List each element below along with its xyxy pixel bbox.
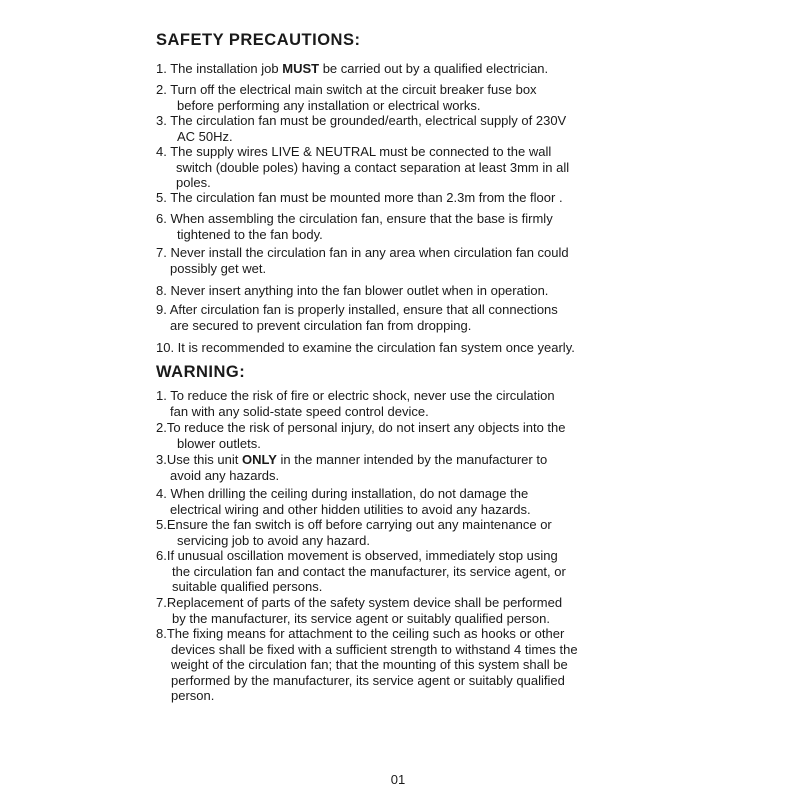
item-line [156,657,578,673]
item-text: 5.Ensure the fan switch is off before carrying out any maintenance or [156,517,552,532]
item-line [156,283,548,299]
safety-precaution-item [156,61,548,77]
item-text: 8. Never insert anything into the fan blower outlet when in operation. [156,283,549,298]
safety-precaution-item [156,283,548,299]
item-text: performed by the manufacturer, its service agent or suitably qualified [171,672,565,688]
item-text: 2.To reduce the risk of personal injury, do not insert any objects into the [156,420,566,435]
warning-item [156,388,555,419]
item-line [156,113,566,129]
item-text: 3.Use this unit [156,452,242,467]
safety-precaution-item [156,82,537,113]
item-text: poles. [176,175,211,190]
warning-heading: WARNING: [156,363,246,381]
item-line [156,548,566,564]
item-text: 6.If unusual oscillation movement is observed, immediately stop using [156,548,558,563]
item-text: servicing job to avoid any hazard. [177,532,370,548]
item-text: 5. The circulation fan must be mounted more than 2.3m from the floor . [156,190,563,205]
item-text: suitable qualified persons. [172,579,323,594]
item-line [156,302,558,318]
item-line [156,420,566,436]
item-text: 8.The fixing means for attachment to the ceiling such as hooks or other [156,626,565,641]
item-text: 3. The circulation fan must be grounded/earth, electrical supply of 230V [156,113,567,128]
safety-precaution-item [156,302,558,333]
item-text: devices shall be fixed with a sufficient strength to withstand 4 times the [171,641,578,657]
item-text: fan with any solid-state speed control device. [170,403,429,419]
item-text: person. [171,688,215,703]
item-line [156,688,578,704]
item-line [156,318,558,334]
warning-item [156,452,547,483]
safety-precaution-item [156,340,575,356]
item-text: possibly get wet. [170,260,267,276]
safety-precaution-item [156,113,566,144]
item-text: avoid any hazards. [170,467,280,483]
item-line [156,340,575,356]
item-line [156,227,553,243]
item-text: 7. Never install the circulation fan in any area when circulation fan could [156,245,569,260]
item-line [156,564,566,580]
item-text: tightened to the fan body. [177,226,323,242]
item-text: the circulation fan and contact the manufacturer, its service agent, or [172,563,566,579]
warning-item [156,548,566,595]
item-text: 10. It is recommended to examine the circulation fan system once yearly. [156,340,575,355]
warning-item [156,626,578,704]
item-text: weight of the circulation fan; that the mounting of this system shall be [171,657,568,672]
item-line [156,261,569,277]
item-text: in the manner intended by the manufacturer to [276,452,548,467]
page-number: 01 [390,772,406,787]
item-line [156,82,537,98]
safety-precaution-item [156,211,553,242]
emphasized-text: ONLY [242,452,277,467]
item-line [156,611,562,627]
item-line [156,98,537,114]
item-line [156,579,566,595]
item-text: by the manufacturer, its service agent or suitably qualified person. [172,610,550,626]
item-line [156,129,566,145]
item-line [156,502,531,518]
item-text: 9. After circulation fan is properly installed, ensure that all connections [156,302,558,317]
emphasized-text: MUST [282,61,320,76]
item-line [156,452,547,468]
item-text: 7.Replacement of parts of the safety system device shall be performed [156,595,563,610]
warning-item [156,486,531,517]
warning-item [156,517,552,548]
item-text: before performing any installation or electrical works. [177,97,481,113]
item-text: 4. The supply wires LIVE & NEUTRAL must be connected to the wall [156,144,552,159]
item-line [156,245,569,261]
item-text: 1. To reduce the risk of fire or electric shock, never use the circulation [156,388,555,403]
item-text: be carried out by a qualified electrician. [319,61,549,76]
item-text: switch (double poles) having a contact separation at least 3mm in all [176,159,570,175]
item-text: blower outlets. [177,435,261,451]
item-line [156,673,578,689]
item-text: electrical wiring and other hidden utilities to avoid any hazards. [170,501,531,517]
warning-item [156,595,562,626]
item-line [156,211,553,227]
item-line [156,61,548,77]
item-text: AC 50Hz. [177,128,233,144]
item-line [156,517,552,533]
item-line [156,388,555,404]
item-line [156,486,531,502]
item-line [156,160,569,176]
item-text: 1. The installation job [156,61,283,76]
safety-precaution-item [156,190,563,206]
item-text: 6. When assembling the circulation fan, ensure that the base is firmly [156,211,553,226]
safety-precaution-item [156,245,569,276]
safety-precautions-heading: SAFETY PRECAUTIONS: [156,31,361,49]
item-line [156,190,563,206]
item-text: 4. When drilling the ceiling during installation, do not damage the [156,486,529,501]
item-line [156,144,569,160]
item-line [156,642,578,658]
item-line [156,436,566,452]
item-line [156,595,562,611]
item-line [156,175,569,191]
item-line [156,626,578,642]
item-text: 2. Turn off the electrical main switch at the circuit breaker fuse box [156,82,537,97]
item-line [156,404,555,420]
item-line [156,468,547,484]
item-text: are secured to prevent circulation fan from dropping. [170,317,472,333]
warning-item [156,420,566,451]
safety-precaution-item [156,144,569,191]
item-line [156,533,552,549]
